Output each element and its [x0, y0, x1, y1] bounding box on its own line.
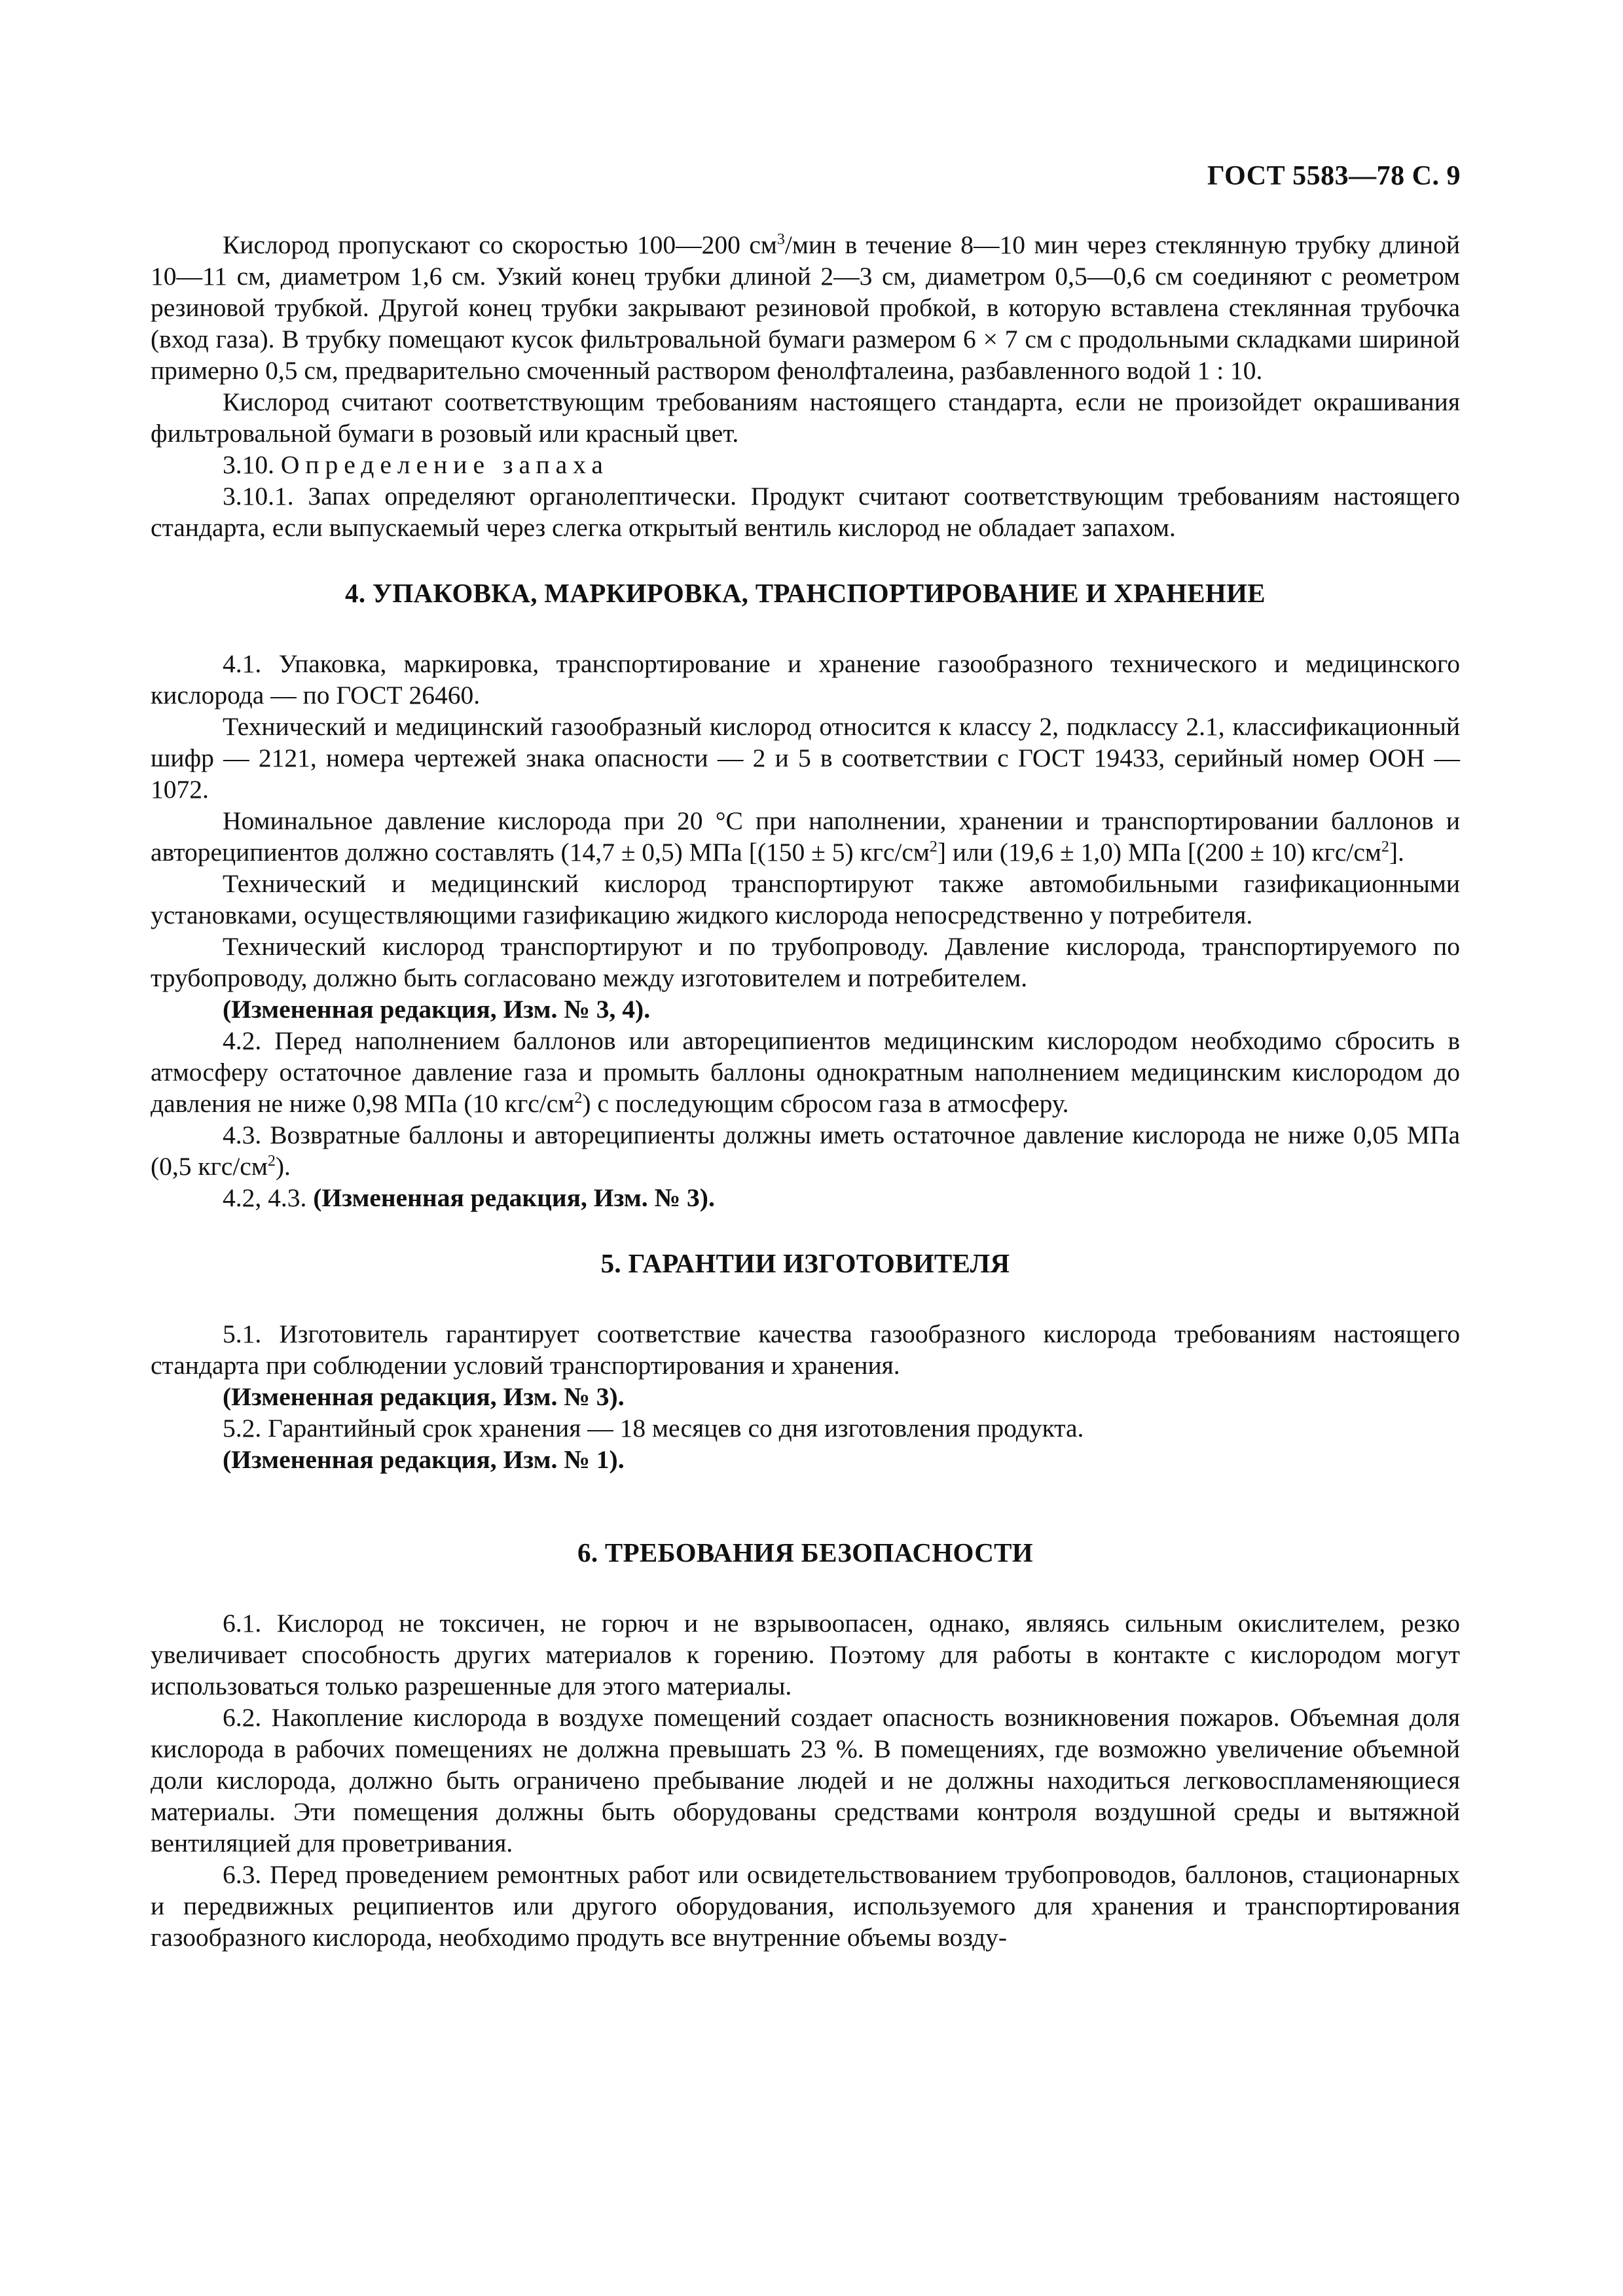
document-body: [151, 229, 1460, 1953]
paragraph: 4.1. Упаковка, маркировка, транспортирование и хранение газообразного технического и медицинского кислорода — по ГОСТ 26460.: [151, 649, 1460, 709]
subsection-title: 3.10. Определение запаха: [223, 450, 609, 479]
paragraph: 5.1. Изготовитель гарантирует соответствие качества газообразного кислорода требованиям настоящего стандарта при соблюдении условий транспортирования и хранения.: [151, 1319, 1460, 1380]
paragraph: Номинальное давление кислорода при 20 °С при наполнении, хранении и транспортировании баллонов и автореципиентов должно составлять (14,7 ± 0,5) МПа [(150 ± 5) кгс/$см^2$] или (19,6 ± 1,0) МПа [(200 ± 10) кгс/$см^2$].: [151, 806, 1460, 867]
paragraph: 4.3. Возвратные баллоны и автореципиенты должны иметь остаточное давление кислорода не ниже 0,05 МПа (0,5 кгс/$см^2$).: [151, 1121, 1460, 1181]
paragraph: 6.3. Перед проведением ремонтных работ или освидетельствованием трубопроводов, баллонов, стационарных и передвижных реципиентов или другого оборудования, используемого для хранения и транспортирования газообразного кислорода, необходимо продуть все внутренние объемы возду-: [151, 1860, 1460, 1952]
section-heading: 5. ГАРАНТИИ ИЗГОТОВИТЕЛЯ: [600, 1248, 1010, 1278]
paragraph: 5.2. Гарантийный срок хранения — 18 месяцев со дня изготовления продукта.: [223, 1414, 1084, 1443]
paragraph: Технический кислород транспортируют и по трубопроводу. Давление кислорода, транспортируемого по трубопроводу, должно быть согласовано между изготовителем и потребителем.: [151, 932, 1460, 992]
paragraph: Кислород пропускают со скоростью 100—200 $см^3$/мин в течение 8—10 мин через стеклянную трубку длиной 10—11 см, диаметром 1,6 см. Узкий конец трубки длиной 2—3 см, диаметром 0,5—0,6 см соединяют с реометром резиновой трубкой. Другой конец трубки закрывают резиновой пробкой, в которую вставлена стеклянная трубочка (вход газа). В трубку помещают кусок фильтровальной бумаги размером 6 × 7 см с продольными складками шириной примерно 0,5 см, предварительно смоченный раствором фенолфталеина, разбавленного водой 1 : 10.: [151, 230, 1460, 385]
paragraph: Кислород считают соответствующим требованиям настоящего стандарта, если не произойдет окрашивания фильтровальной бумаги в розовый или красный цвет.: [151, 387, 1460, 448]
paragraph: 3.10.1. Запах определяют органолептически. Продукт считают соответствующим требованиям настоящего стандарта, если выпускаемый через слегка открытый вентиль кислород не обладает запахом.: [151, 482, 1460, 542]
page-header: ГОСТ 5583—78 С. 9: [1207, 161, 1461, 191]
amendment-note: (Измененная редакция, Изм. № 3, 4).: [223, 995, 651, 1024]
paragraph: Технический и медицинский газообразный кислород относится к классу 2, подклассу 2.1, классификационный шифр — 2121, номера чертежей знака опасности — 2 и 5 в соответствии с ГОСТ 19433, серийный номер ООН — 1072.: [151, 712, 1460, 804]
section-heading: 4. УПАКОВКА, МАРКИРОВКА, ТРАНСПОРТИРОВАНИЕ И ХРАНЕНИЕ: [345, 578, 1266, 608]
amendment-note: (Измененная редакция, Изм. № 1).: [223, 1445, 625, 1474]
paragraph: Технический и медицинский кислород транспортируют также автомобильными газификационными установками, осуществляющими газификацию жидкого кислорода непосредственно у потребителя.: [151, 869, 1460, 929]
paragraph: 6.2. Накопление кислорода в воздухе помещений создает опасность возникновения пожаров. Объемная доля кислорода в рабочих помещениях не должна превышать 23 %. В помещениях, где возможно увеличение объемной доли кислорода, должно быть ограничено пребывание людей и не должны находиться легковоспламеняющиеся материалы. Эти помещения должны быть оборудованы средствами контроля воздушной среды и вытяжной вентиляцией для проветривания.: [151, 1703, 1460, 1857]
section-heading: 6. ТРЕБОВАНИЯ БЕЗОПАСНОСТИ: [577, 1537, 1033, 1568]
paragraph: 6.1. Кислород не токсичен, не горюч и не взрывоопасен, однако, являясь сильным окислителем, резко увеличивает способность других материалов к горению. Поэтому для работы в контакте с кислородом могут использоваться только разрешенные для этого материалы.: [151, 1609, 1460, 1700]
amendment-note: 4.2, 4.3. (Измененная редакция, Изм. № 3).: [223, 1183, 715, 1212]
amendment-note: (Измененная редакция, Изм. № 3).: [223, 1382, 625, 1411]
paragraph: 4.2. Перед наполнением баллонов или автореципиентов медицинским кислородом необходимо сбросить в атмосферу остаточное давление газа и промыть баллоны однократным наполнением медицинским кислородом до давления не ниже 0,98 МПа (10 кгс/$см^2$) с последующим сбросом газа в атмосферу.: [151, 1026, 1460, 1118]
